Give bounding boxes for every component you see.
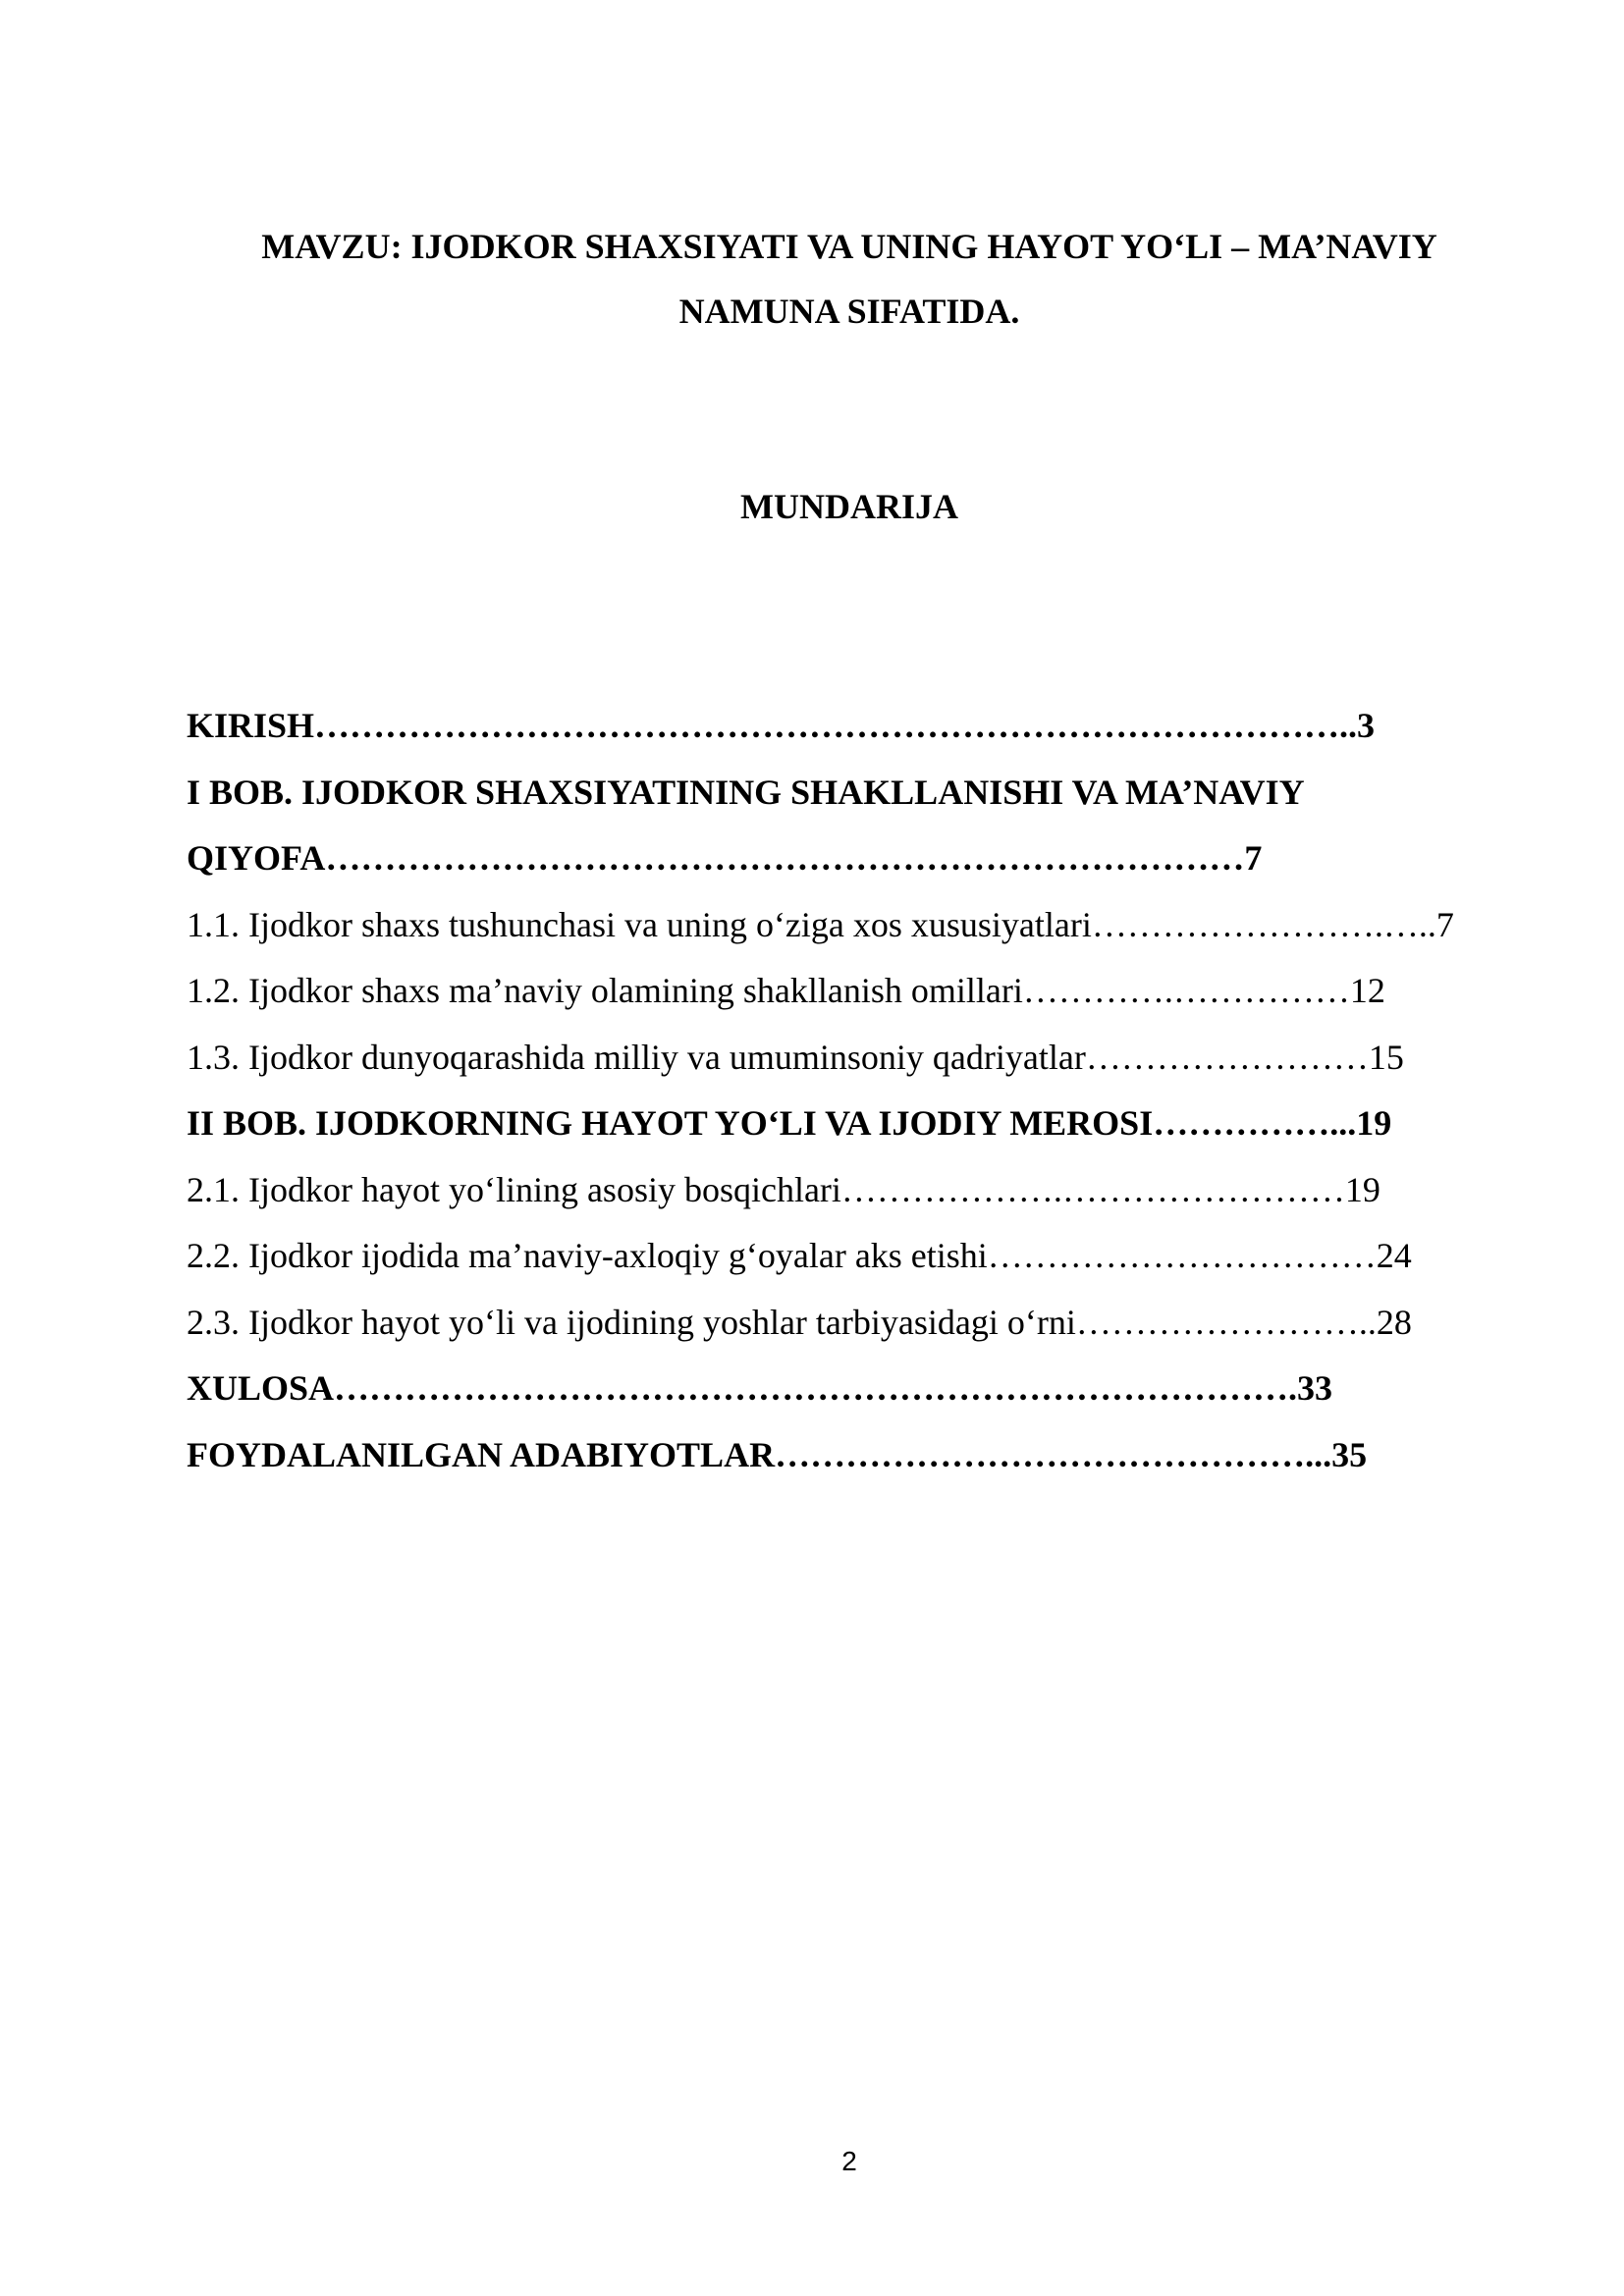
toc-entry: I BOB. IJODKOR SHAXSIYATINING SHAKLLANISHI VA MA’NAVIY xyxy=(187,772,1305,812)
topic-title-line-2: NAMUNA SIFATIDA. xyxy=(678,292,1020,331)
toc-entry: 2.3. Ijodkor hayot yo‘li va ijodining yoshlar tarbiyasidagi o‘rni……………………..28 xyxy=(187,1302,1412,1342)
toc-entry: 1.1. Ijodkor shaxs tushunchasi va uning o‘ziga xos xususiyatlari…………………….…..7 xyxy=(187,904,1454,944)
page-number: 2 xyxy=(841,2146,857,2176)
toc-entry: 1.3. Ijodkor dunyoqarashida milliy va umuminsoniy qadriyatlar……………………15 xyxy=(187,1037,1404,1077)
toc-entry: XULOSA……………………………………………………………………….33 xyxy=(187,1368,1333,1408)
toc-entry: 2.2. Ijodkor ijodida ma’naviy-axloqiy g‘oyalar aks etishi……………………………24 xyxy=(187,1236,1412,1275)
toc-entry: 2.1. Ijodkor hayot yo‘lining asosiy bosqichlari……………….……………………19 xyxy=(187,1169,1380,1209)
toc-entry: II BOB. IJODKORNING HAYOT YO‘LI VA IJODIY MEROSI……………...19 xyxy=(187,1103,1392,1143)
toc-entry: QIYOFA……………………………………………………………………7 xyxy=(187,838,1263,878)
toc-entry: FOYDALANILGAN ADABIYOTLAR………………………………………...35 xyxy=(187,1434,1368,1474)
table-of-contents xyxy=(187,693,1522,1488)
toc-entry: 1.2. Ijodkor shaxs ma’naviy olamining shakllanish omillari………….……………12 xyxy=(187,971,1385,1010)
topic-title-line-1: MAVZU: IJODKOR SHAXSIYATI VA UNING HAYOT YO‘LI – MA’NAVIY xyxy=(261,227,1437,266)
toc-entry: KIRISH……………………………………………………………………………..3 xyxy=(187,706,1376,745)
toc-heading: MUNDARIJA xyxy=(740,487,958,526)
topic-title xyxy=(187,214,1512,344)
